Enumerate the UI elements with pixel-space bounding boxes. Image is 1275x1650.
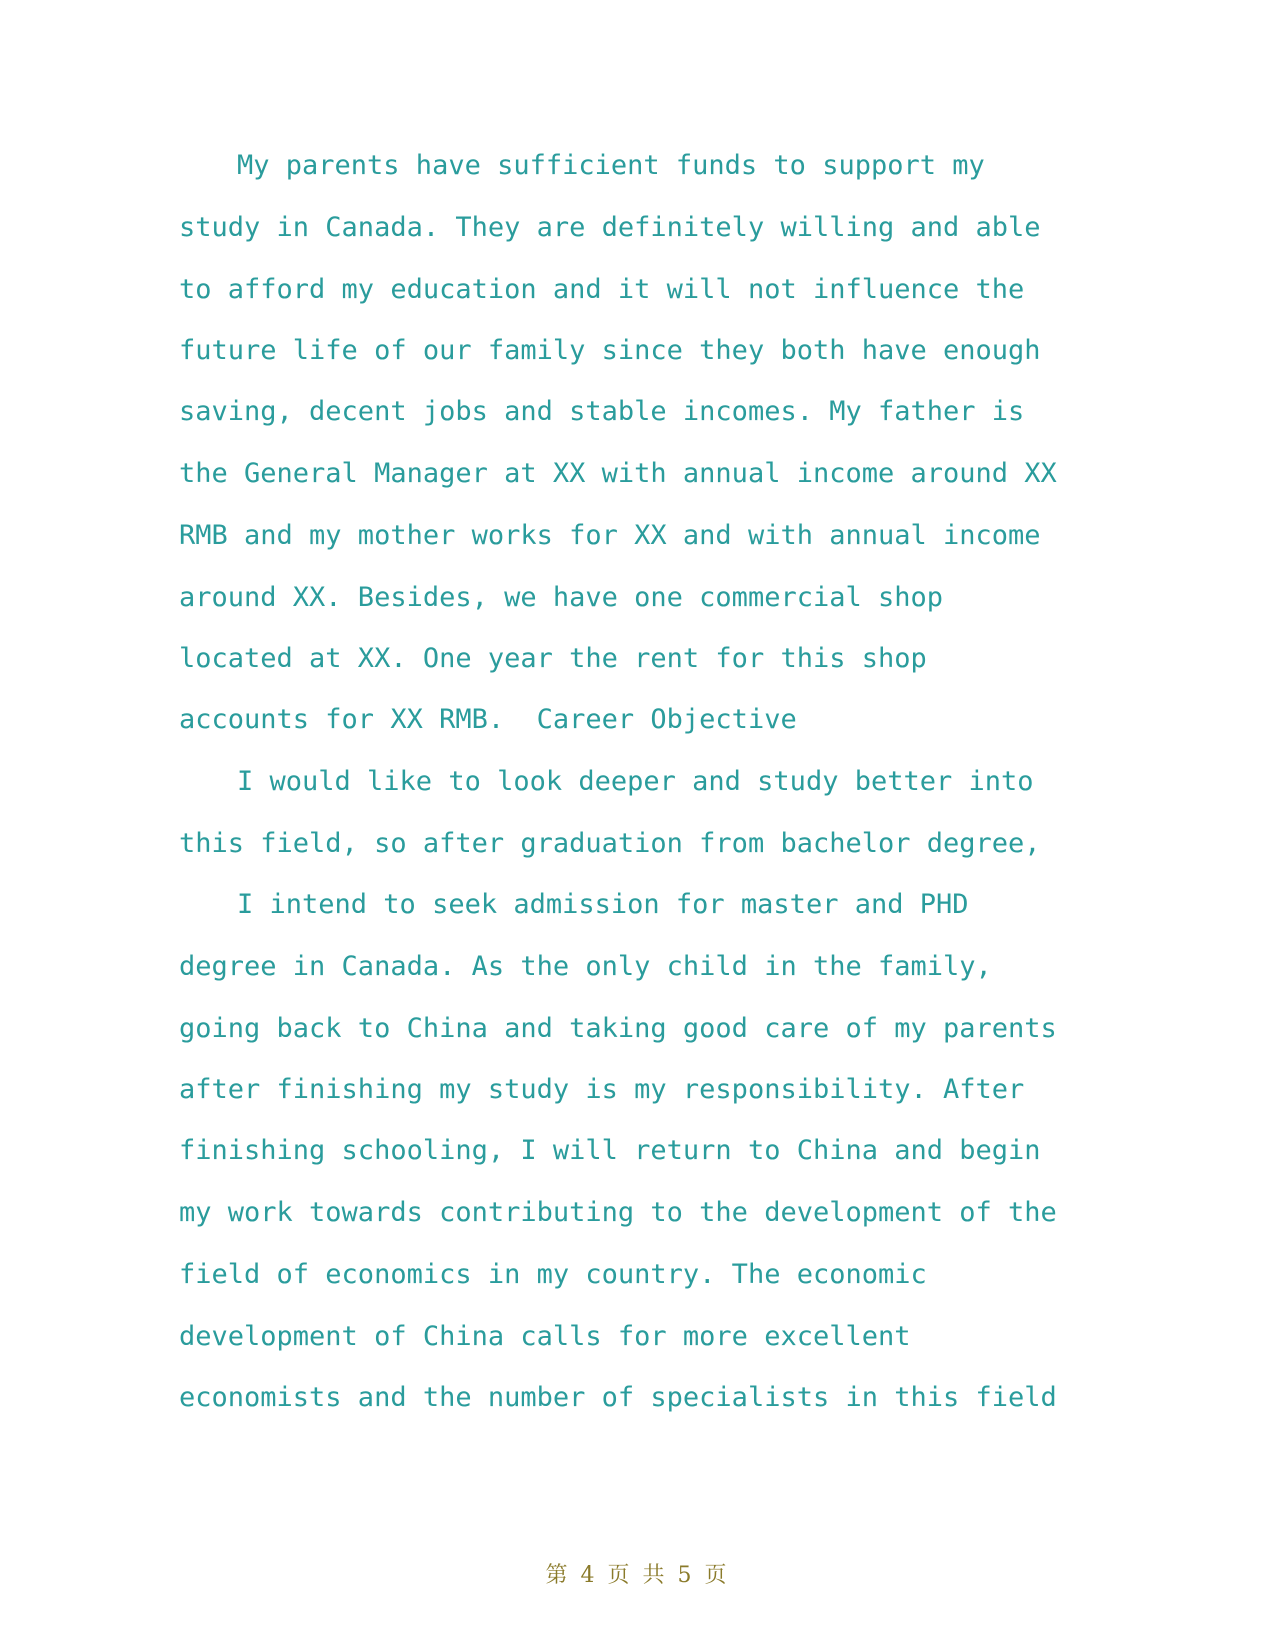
paragraph-line: to afford my education and it will not influence the [179, 274, 1025, 305]
paragraph-line: finishing schooling, I will return to China and begin [179, 1135, 1041, 1166]
paragraph-line: study in Canada. They are definitely willing and able [179, 212, 1041, 243]
paragraph-line: degree in Canada. As the only child in the family, [179, 951, 992, 982]
paragraph-line: I would like to look deeper and study better into [237, 766, 1034, 797]
paragraph-line: economists and the number of specialists in this field [179, 1382, 1057, 1413]
paragraph-line: after finishing my study is my responsibility. After [179, 1074, 1025, 1105]
paragraph-line: development of China calls for more excellent [179, 1321, 911, 1352]
paragraph-line: saving, decent jobs and stable incomes. My father is [179, 396, 1025, 427]
page-number-footer: 第 4 页 共 5 页 [545, 1563, 730, 1588]
paragraph-line: future life of our family since they both have enough [179, 335, 1041, 366]
paragraph-line: accounts for XX RMB. Career Objective [179, 704, 797, 735]
paragraph-line: the General Manager at XX with annual income around XX [179, 458, 1057, 489]
paragraph-line: going back to China and taking good care of my parents [179, 1013, 1057, 1044]
paragraph-line: around XX. Besides, we have one commercial shop [179, 582, 944, 613]
paragraph-line: RMB and my mother works for XX and with annual income [179, 520, 1041, 551]
paragraph-line: my work towards contributing to the development of the [179, 1197, 1057, 1228]
paragraph-line: this field, so after graduation from bachelor degree, [179, 828, 1041, 859]
paragraph-line: located at XX. One year the rent for this shop [179, 643, 927, 674]
paragraph-line: My parents have sufficient funds to support my [237, 150, 985, 181]
paragraph-line: field of economics in my country. The economic [179, 1259, 927, 1290]
paragraph-line: I intend to seek admission for master and PHD [237, 889, 969, 920]
